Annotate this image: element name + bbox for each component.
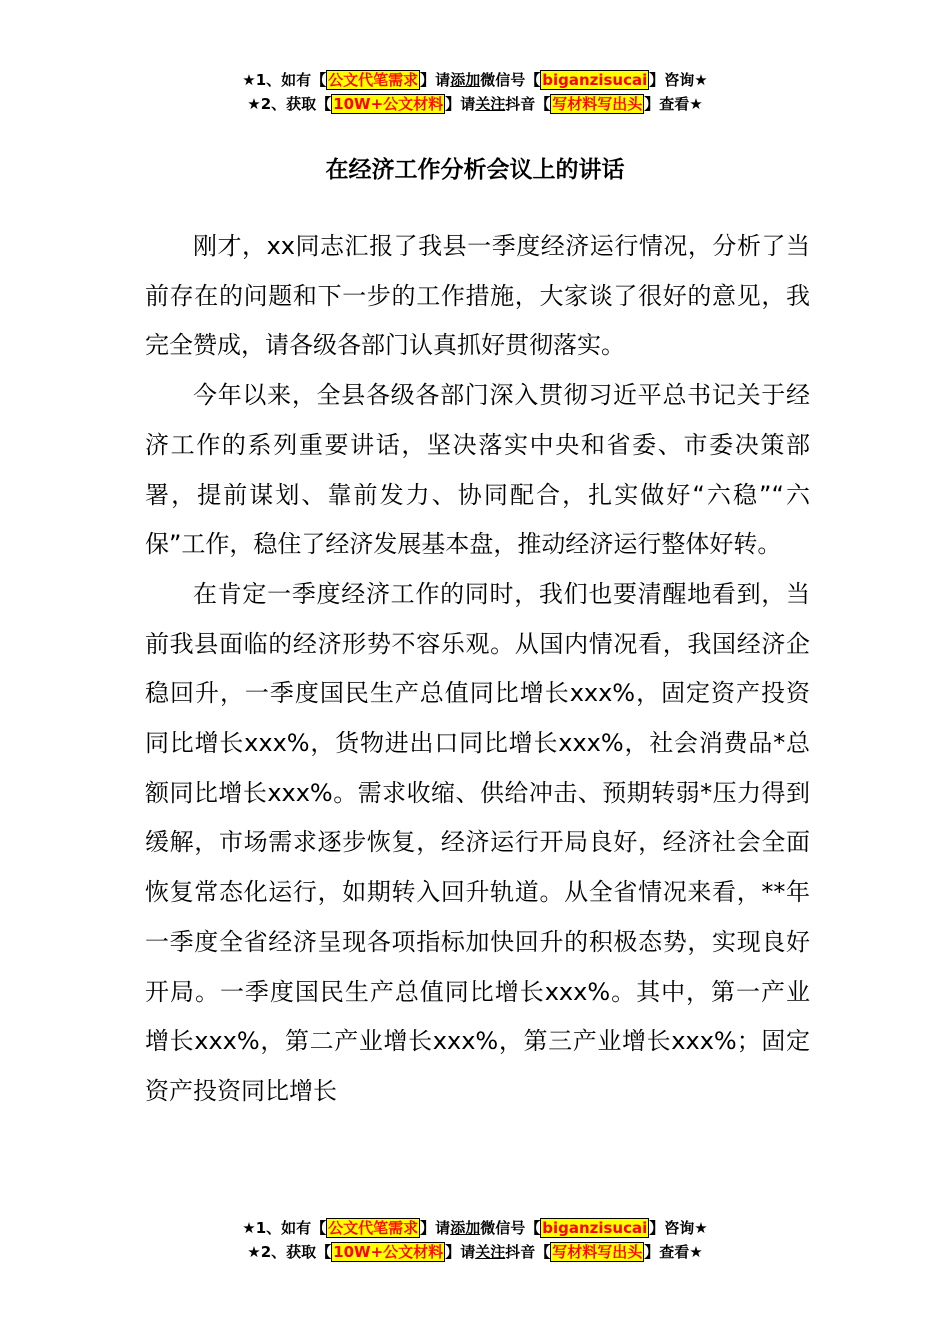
banner-text: ★1、如有【 — [242, 1219, 327, 1237]
banner-text: 抖音【 — [505, 95, 551, 113]
banner-line-2 — [0, 92, 950, 116]
banner-text: 】请 — [420, 71, 451, 89]
banner-line-1 — [0, 1216, 950, 1240]
underlined-text: 关注 — [475, 1243, 506, 1261]
footer-banner — [0, 1216, 950, 1264]
underlined-text: 关注 — [475, 95, 506, 113]
banner-text: 】查看★ — [644, 95, 703, 113]
banner-line-1 — [0, 68, 950, 92]
highlight-douyin-id: 写材料写出头 — [552, 1243, 643, 1261]
underlined-text: 添加 — [450, 1219, 481, 1237]
highlight-wechat-id: biganzisucai — [542, 1219, 648, 1237]
highlight-douyin-id: 写材料写出头 — [552, 95, 643, 113]
document-title: 在经济工作分析会议上的讲话 — [325, 157, 625, 183]
underlined-text: 添加 — [450, 71, 481, 89]
document-body — [145, 222, 810, 1117]
highlight-wechat-id: biganzisucai — [542, 71, 648, 89]
banner-text: 微信号【 — [480, 1219, 541, 1237]
banner-text: 】查看★ — [644, 1243, 703, 1261]
banner-text: 抖音【 — [505, 1243, 551, 1261]
banner-text: 】咨询★ — [649, 1219, 708, 1237]
banner-text: ★2、获取【 — [247, 95, 332, 113]
paragraph: 刚才，xx同志汇报了我县一季度经济运行情况，分析了当前存在的问题和下一步的工作措施，大家谈了很好的意见，我完全赞成，请各级各部门认真抓好贯彻落实。 — [145, 232, 810, 360]
banner-text: 微信号【 — [480, 71, 541, 89]
highlight-service: 公文代笔需求 — [328, 1219, 419, 1237]
banner-text: 】咨询★ — [649, 71, 708, 89]
paragraph: 今年以来，全县各级各部门深入贯彻习近平总书记关于经济工作的系列重要讲话，坚决落实中央和省委、市委决策部署，提前谋划、靠前发力、协同配合，扎实做好“六稳”“六保”工作，稳住了经济发展基本盘，推动经济运行整体好转。 — [145, 381, 810, 559]
banner-text: 】请 — [445, 95, 476, 113]
highlight-service: 公文代笔需求 — [328, 71, 419, 89]
banner-line-2 — [0, 1240, 950, 1264]
banner-text: ★2、获取【 — [247, 1243, 332, 1261]
paragraph: 在肯定一季度经济工作的同时，我们也要清醒地看到，当前我县面临的经济形势不容乐观。从国内情况看，我国经济企稳回升，一季度国民生产总值同比增长xxx%，固定资产投资同比增长xxx%，货物进出口同比增长xxx%，社会消费品*总额同比增长xxx%。需求收缩、供给冲击、预期转弱*压力得到缓解，市场需求逐步恢复，经济运行开局良好，经济社会全面恢复常态化运行，如期转入回升轨道。从全省情况来看，**年一季度全省经济呈现各项指标加快回升的积极态势，实现良好开局。一季度国民生产总值同比增长xxx%。其中，第一产业增长xxx%，第二产业增长xxx%，第三产业增长xxx%；固定资产投资同比增长 — [145, 579, 810, 1105]
banner-text: 】请 — [445, 1243, 476, 1261]
highlight-materials: 10W+公文材料 — [333, 95, 444, 113]
banner-text: ★1、如有【 — [242, 71, 327, 89]
header-banner — [0, 68, 950, 116]
highlight-materials: 10W+公文材料 — [333, 1243, 444, 1261]
banner-text: 】请 — [420, 1219, 451, 1237]
